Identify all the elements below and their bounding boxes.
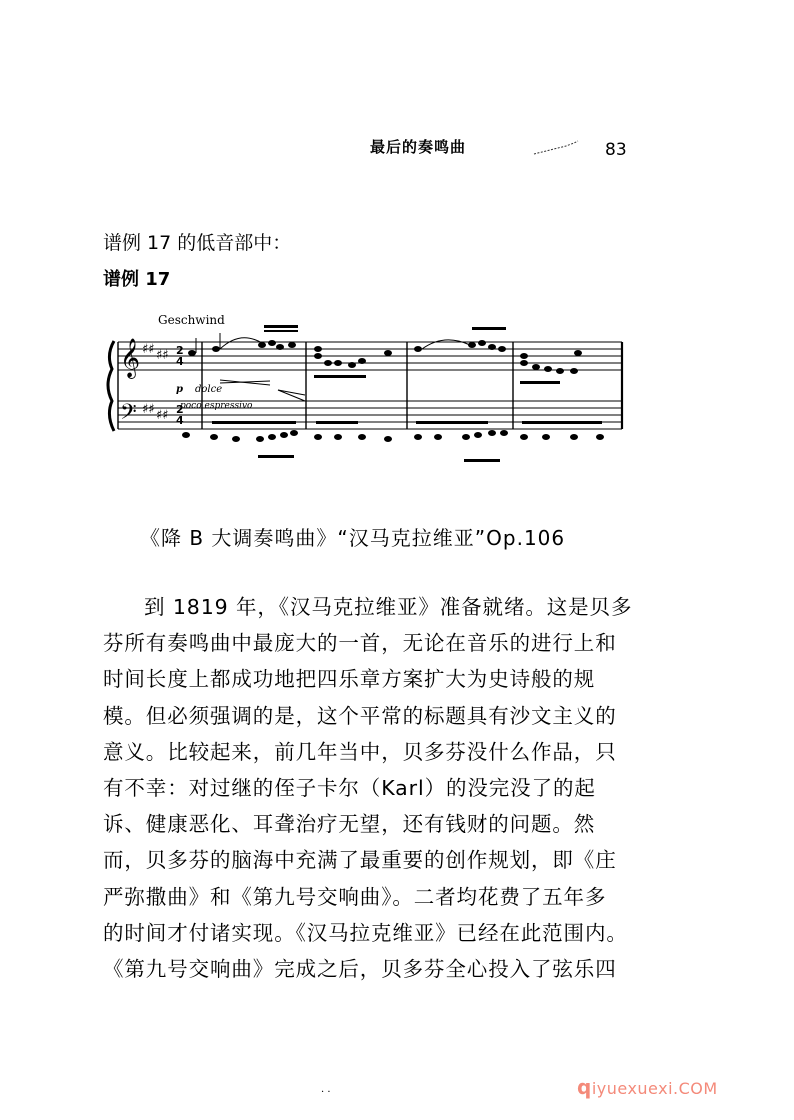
body-line: 芬所有奏鸣曲中最庞大的一首，无论在音乐的进行上和 xyxy=(103,631,617,656)
svg-text:4: 4 xyxy=(176,355,184,368)
page-number: 83 xyxy=(605,140,627,160)
body-line: 《第九号交响曲》完成之后，贝多芬全心投入了弦乐四 xyxy=(103,956,617,981)
body-line: 的时间才付诸实现。《汉马拉克维亚》已经在此范围内。 xyxy=(103,920,628,945)
scan-artifact-dots: · · xyxy=(321,1087,331,1098)
watermark-text: iyuexuexi.COM xyxy=(591,1079,718,1098)
body-line: 到 1819 年，《汉马克拉维亚》准备就绪。这是贝多 xyxy=(144,595,633,619)
svg-text:♯♯: ♯♯ xyxy=(156,408,169,423)
svg-text:2: 2 xyxy=(176,344,184,357)
intro-line: 谱例 17 的低音部中： xyxy=(103,232,292,254)
body-line: 而，贝多芬的脑海中充满了最重要的创作规划，即《庄 xyxy=(103,848,617,873)
svg-text:𝄢: 𝄢 xyxy=(120,400,137,430)
example-label: 谱例 17 xyxy=(103,269,171,290)
expression-marking: dolce xyxy=(195,384,223,395)
dynamic-marking: p xyxy=(176,384,183,395)
body-line: 意义。比较起来，前几年当中，贝多芬没什么作品，只 xyxy=(103,739,617,764)
svg-text:♯♯: ♯♯ xyxy=(142,342,155,357)
body-line: 诉、健康恶化、耳聋治疗无望，还有钱财的问题。然 xyxy=(103,812,596,837)
expression-marking-2: poco espressivo xyxy=(180,401,253,411)
watermark xyxy=(577,1075,718,1099)
svg-text:♯♯: ♯♯ xyxy=(142,402,155,417)
running-title: 最后的奏鸣曲 xyxy=(370,138,467,156)
body-line: 时间长度上都成功地把四乐章方案扩大为史诗般的规 xyxy=(103,667,596,692)
body-line: 严弥撒曲》和《第九号交响曲》。二者均花费了五年多 xyxy=(103,884,607,909)
svg-text:𝄞: 𝄞 xyxy=(120,338,141,378)
music-score xyxy=(100,305,630,475)
body-line: 模。但必须强调的是，这个平常的标题具有沙文主义的 xyxy=(103,703,617,728)
score-caption: 《降 B 大调奏鸣曲》“汉马克拉维亚”Op.106 xyxy=(140,526,566,550)
svg-text:♯♯: ♯♯ xyxy=(156,348,169,363)
svg-text:2: 2 xyxy=(176,403,184,416)
watermark-logo-letter: q xyxy=(577,1075,592,1099)
ornament-icon xyxy=(532,140,580,156)
svg-text:4: 4 xyxy=(176,414,184,427)
body-line: 有不幸：对过继的侄子卡尔（Karl）的没完没了的起 xyxy=(103,775,596,800)
body-paragraph xyxy=(103,589,665,987)
tempo-marking: Geschwind xyxy=(158,313,225,327)
